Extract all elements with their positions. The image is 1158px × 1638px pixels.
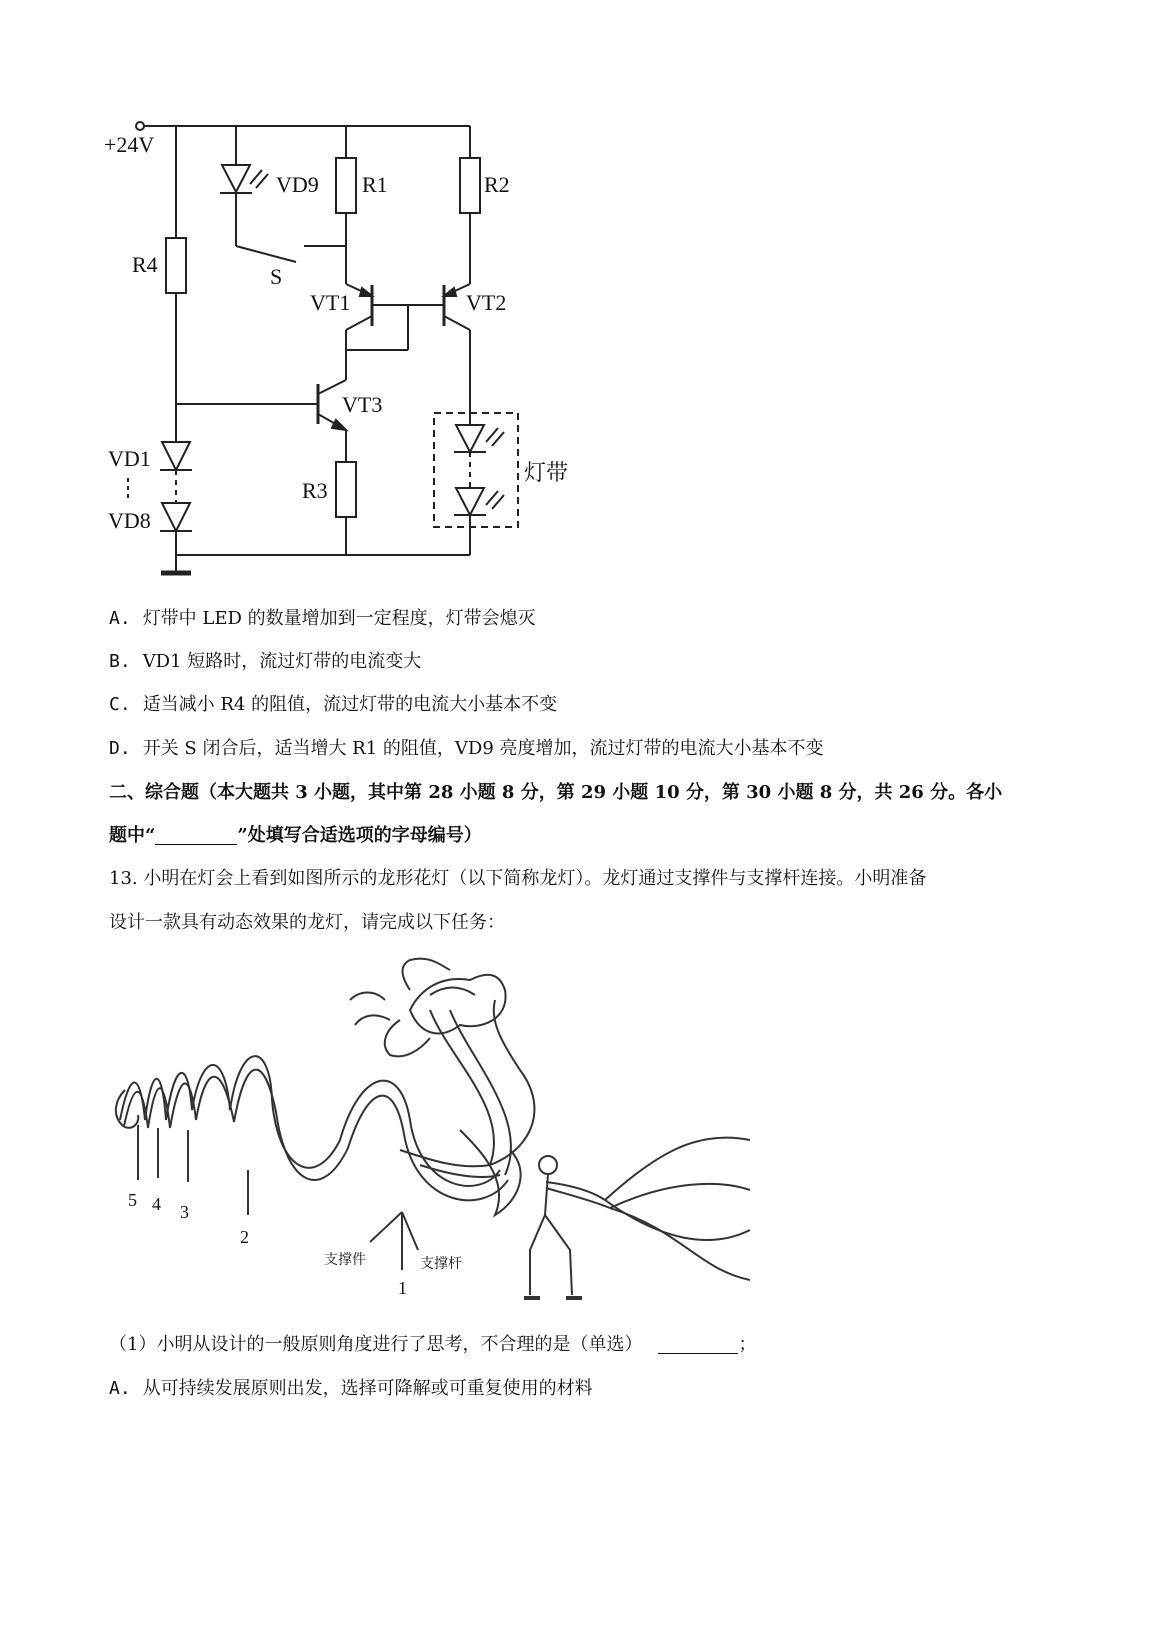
q13-line2: 设计一款具有动态效果的龙灯，请完成以下任务： <box>109 912 505 933</box>
answer-blank <box>155 826 237 845</box>
vt1-label: VT1 <box>310 290 351 315</box>
q13-1-text: （1）小明从设计的一般原则角度进行了思考，不合理的是（单选） <box>109 1334 643 1355</box>
option-d <box>109 734 824 760</box>
option-text: 开关 S 闭合后，适当增大 R1 的阻值，VD9 亮度增加，流过灯带的电流大小基本不变 <box>142 738 824 759</box>
option-c <box>109 690 557 716</box>
r3-label: R3 <box>302 478 328 503</box>
q13-1-end: ； <box>738 1334 757 1355</box>
s-label: S <box>270 264 283 289</box>
option-letter: D. <box>109 738 131 759</box>
section-heading-line1: 二、综合题（本大题共 3 小题，其中第 28 小题 8 分，第 29 小题 10 分，第 30 小题 8 分，共 26 分。各小 <box>109 782 1003 803</box>
vd1-label: VD1 <box>108 446 151 471</box>
option-text: VD1 短路时，流过灯带的电流变大 <box>142 651 422 672</box>
vt3-label: VT3 <box>342 392 383 417</box>
option-letter: C. <box>109 694 131 715</box>
answer-blank <box>658 1335 738 1354</box>
support-number-5: 5 <box>128 1190 137 1210</box>
section-heading-pre: 题中“ <box>109 825 156 846</box>
option-letter: A. <box>109 608 131 629</box>
section-heading-post: ”处填写合适选项的字母编号） <box>237 825 482 846</box>
support-rod-label: 支撑杆 <box>420 1257 462 1272</box>
q13-1-stem <box>109 1330 756 1356</box>
vd9-label: VD9 <box>276 172 319 197</box>
support-piece-label: 支撑件 <box>324 1253 366 1268</box>
option-letter: A. <box>109 1378 131 1399</box>
section-heading-line2 <box>109 821 482 847</box>
option-text: 从可持续发展原则出发，选择可降解或可重复使用的材料 <box>142 1378 593 1399</box>
q13-line1: 13. 小明在灯会上看到如图所示的龙形花灯（以下简称龙灯）。龙灯通过支撑件与支撑杆连接。小明准备 <box>109 868 927 889</box>
support-number-4: 4 <box>152 1194 161 1214</box>
support-number-1: 1 <box>398 1278 407 1298</box>
r4-label: R4 <box>132 252 158 277</box>
support-number-2: 2 <box>240 1227 249 1247</box>
option-letter: B. <box>109 651 131 672</box>
r1-label: R1 <box>362 172 388 197</box>
circuit-diagram <box>0 0 620 590</box>
option-text: 灯带中 LED 的数量增加到一定程度，灯带会熄灭 <box>142 608 536 629</box>
option-text: 适当减小 R4 的阻值，流过灯带的电流大小基本不变 <box>142 694 558 715</box>
vt2-label: VT2 <box>466 290 507 315</box>
supply-label: +24V <box>104 132 155 157</box>
dragon-illustration <box>100 950 760 1315</box>
support-number-3: 3 <box>180 1202 189 1222</box>
r2-label: R2 <box>484 172 510 197</box>
q13-option-a <box>109 1374 593 1400</box>
option-b <box>109 647 421 673</box>
strip-label: 灯带 <box>524 460 569 485</box>
vd8-label: VD8 <box>108 508 151 533</box>
option-a <box>109 604 536 630</box>
